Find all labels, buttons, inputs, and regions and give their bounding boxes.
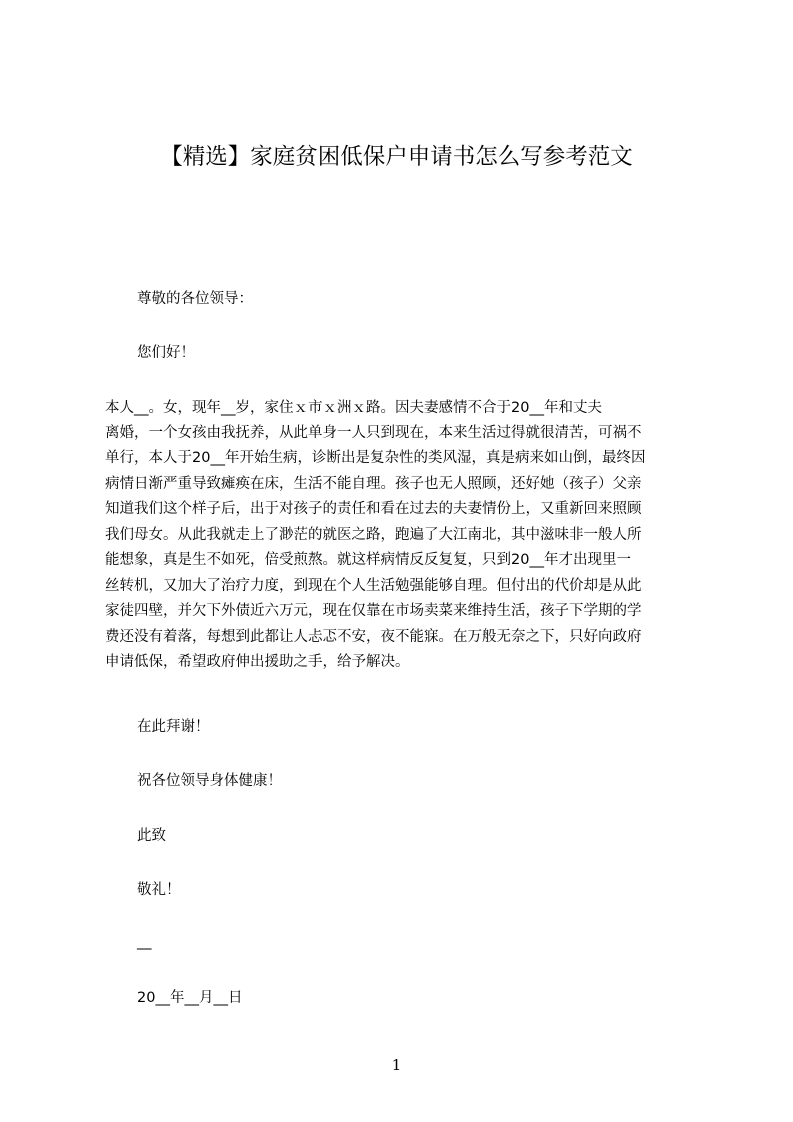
date-line: 20__年__月__日 xyxy=(137,990,243,1006)
thanks-line: 在此拜谢！ xyxy=(137,719,210,735)
closing-line-1: 此致 xyxy=(137,828,166,844)
signature-line: __ xyxy=(137,934,152,950)
body-line: 本人__。女，现年__岁，家住ｘ市ｘ洲ｘ路。因夫妻感情不合于20__年和丈夫 xyxy=(105,400,602,416)
body-line: 病情日渐严重导致瘫痪在床，生活不能自理。孩子也无人照顾，还好她（孩子）父亲 xyxy=(105,476,642,492)
body-line: 单行，本人于20__年开始生病，诊断出是复杂性的类风湿，真是病来如山倒，最终因 xyxy=(105,450,646,466)
body-line: 丝转机，又加大了治疗力度，到现在个人生活勉强能够自理。但付出的代价却是从此 xyxy=(105,578,642,594)
body-line: 离婚，一个女孩由我抚养，从此单身一人只到现在，本来生活过得就很清苦，可祸不 xyxy=(105,425,642,441)
page-number: 1 xyxy=(391,1056,402,1074)
salutation: 尊敬的各位领导： xyxy=(137,291,253,307)
body-line: 我们母女。从此我就走上了渺茫的就医之路，跑遍了大江南北，其中滋味非一般人所 xyxy=(105,527,642,543)
body-line: 费还没有着落，每想到此都让人忐忑不安，夜不能寐。在万般无奈之下，只好向政府 xyxy=(105,629,642,645)
body-line: 家徒四壁，并欠下外债近六万元，现在仅靠在市场卖菜来维持生活，孩子下学期的学 xyxy=(105,603,642,619)
body-line: 能想象，真是生不如死，倍受煎熬。就这样病情反反复复，只到20__年才出现里一 xyxy=(105,552,631,568)
body-line: 申请低保，希望政府伸出援助之手，给予解决。 xyxy=(105,654,410,670)
greeting: 您们好！ xyxy=(137,345,195,361)
document-title: 【精选】家庭贫困低保户申请书怎么写参考范文 xyxy=(160,144,633,170)
closing-line-2: 敬礼！ xyxy=(137,882,181,898)
body-line: 知道我们这个样子后，出于对孩子的责任和看在过去的夫妻情份上，又重新回来照顾 xyxy=(105,501,642,517)
wishes-line: 祝各位领导身体健康！ xyxy=(137,773,282,789)
